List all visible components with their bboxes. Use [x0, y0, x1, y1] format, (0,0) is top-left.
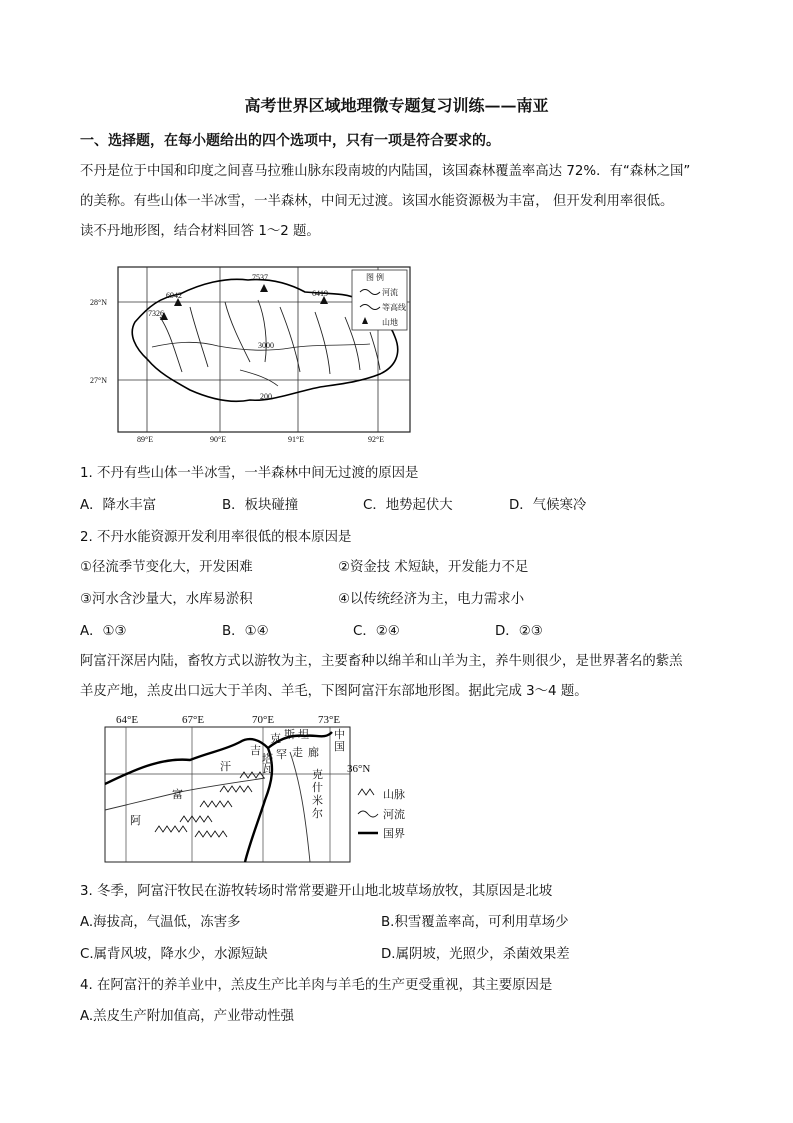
lon-label-89e: 89°E [137, 435, 154, 444]
country-char-han: 汗 [220, 761, 231, 773]
q3-option-d[interactable]: D.属阴坡，光照少，杀菌效果差 [381, 947, 570, 962]
q1-option-d[interactable]: D．气候寒冷 [509, 498, 587, 513]
kashmir-char-4: 尔 [312, 808, 323, 820]
kashmir-char-3: 米 [312, 795, 323, 807]
legend-river: 河流 [382, 288, 398, 297]
intro2-line1: 阿富汗深居内陆，畜牧方式以游牧为主，主要畜种以绵羊和山羊为主，养牛则很少，是世界著名的紫羔 [80, 654, 683, 669]
corridor-char-3: 坦 [298, 729, 309, 741]
china-char-1: 中 [334, 729, 345, 741]
q2-statement-4: ④以传统经济为主，电力需求小 [338, 592, 525, 607]
q1-option-a[interactable]: A．降水丰富 [80, 498, 157, 513]
q2-option-a[interactable]: A．①③ [80, 624, 127, 639]
kashmir-char-1: 克 [312, 769, 323, 781]
q4-option-a[interactable]: A.羔皮生产附加值高，产业带动性强 [80, 1009, 295, 1024]
corridor-char-6: 走 [292, 747, 303, 759]
lon-label-67e: 67°E [182, 714, 205, 726]
contour-200: 200 [260, 392, 272, 401]
lon-label-73e: 73°E [318, 714, 341, 726]
china-char-2: 国 [334, 741, 345, 753]
legend-river-2: 河流 [383, 809, 405, 821]
q4-stem: 4. 在阿富汗的养羊业中，羔皮生产比羊肉与羊毛的生产更受重视，其主要原因是 [80, 978, 553, 993]
intro1-line1: 不丹是位于中国和印度之间喜马拉雅山脉东段南坡的内陆国，该国森林覆盖率高达 72%．有“森林之国” [80, 164, 691, 179]
peak-7537: 7537 [252, 273, 268, 282]
corridor-char-5: 罕 [276, 749, 287, 761]
q3-option-c[interactable]: C.属背风坡，降水少，水源短缺 [80, 947, 268, 962]
lon-label-91e: 91°E [288, 435, 305, 444]
intro1-line3: 读不丹地形图，结合材料回答 1～2 题。 [80, 224, 320, 239]
q2-stem: 2. 不丹水能资源开发利用率很低的根本原因是 [80, 530, 352, 545]
peak-6942: 6942 [166, 291, 182, 300]
corridor-char-2: 斯 [284, 729, 295, 741]
q2-option-d[interactable]: D．②③ [495, 624, 543, 639]
legend-mountain-range: 山脉 [383, 789, 405, 801]
q2-option-c[interactable]: C．②④ [353, 624, 400, 639]
afghanistan-map [100, 712, 420, 867]
legend-border: 国界 [383, 828, 405, 840]
tajik-char-1: 塔 [262, 753, 273, 765]
lat-label-36n: 36°N [347, 763, 371, 775]
contour-3000: 3000 [258, 341, 274, 350]
page-title: 高考世界区域地理微专题复习训练——南亚 [244, 96, 549, 115]
legend-contour: 等高线 [382, 303, 406, 312]
country-char-fu: 富 [172, 789, 183, 801]
intro1-line2: 的美称。有些山体一半冰雪，一半森林，中间无过渡。该国水能资源极为丰富， 但开发利用率很低。 [80, 194, 674, 209]
q3-stem: 3. 冬季，阿富汗牧民在游牧转场时常常要避开山地北坡草场放牧，其原因是北坡 [80, 884, 553, 899]
corridor-char-7: 廊 [308, 747, 319, 759]
intro2-line2: 羊皮产地，羔皮出口远大于羊肉、羊毛，下图阿富汗东部地形图。据此完成 3～4 题。 [80, 684, 588, 699]
corridor-char-4: 瓦 [262, 763, 273, 775]
lat-label-28n: 28°N [90, 298, 107, 307]
q1-option-b[interactable]: B．板块碰撞 [222, 498, 299, 513]
q2-option-b[interactable]: B．①④ [222, 624, 269, 639]
legend-title: 图 例 [366, 273, 384, 282]
kashmir-char-2: 什 [312, 782, 323, 794]
q3-option-a[interactable]: A.海拔高，气温低，冻害多 [80, 915, 241, 930]
q3-option-b[interactable]: B.积雪覆盖率高，可利用草场少 [381, 915, 569, 930]
lon-label-90e: 90°E [210, 435, 227, 444]
q1-stem: 1. 不丹有些山体一半冰雪，一半森林中间无过渡的原因是 [80, 466, 419, 481]
peak-7326: 7326 [148, 309, 164, 318]
lon-label-92e: 92°E [368, 435, 385, 444]
q2-statement-2: ②资金技 术短缺，开发能力不足 [338, 560, 529, 575]
tajik-char-2: 吉 [250, 745, 261, 757]
lat-label-27n: 27°N [90, 376, 107, 385]
q2-statement-1: ①径流季节变化大，开发困难 [80, 560, 253, 575]
q2-statement-3: ③河水含沙量大，水库易淤积 [80, 592, 253, 607]
lon-label-70e: 70°E [252, 714, 275, 726]
lon-label-64e: 64°E [116, 714, 139, 726]
corridor-char-1: 克 [270, 733, 281, 745]
legend-mountain: 山地 [382, 318, 398, 327]
q1-option-c[interactable]: C．地势起伏大 [363, 498, 453, 513]
section-heading: 一、选择题，在每小题给出的四个选项中，只有一项是符合要求的。 [80, 133, 500, 149]
country-char-a: 阿 [130, 815, 141, 827]
peak-6419: 6419 [312, 289, 328, 298]
bhutan-map [90, 262, 420, 444]
